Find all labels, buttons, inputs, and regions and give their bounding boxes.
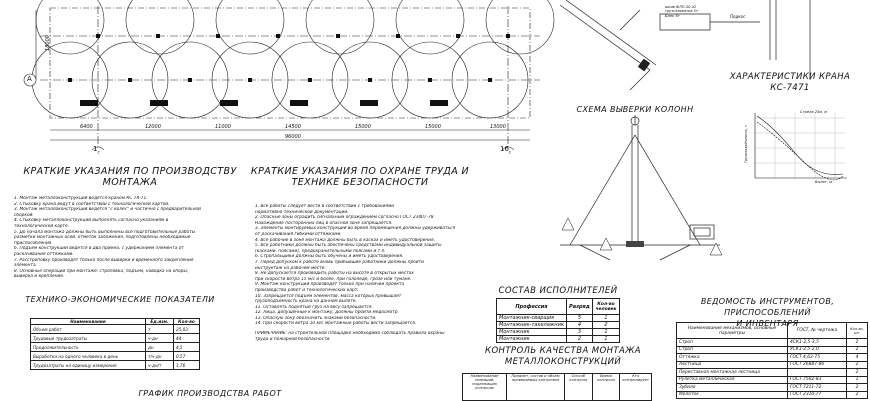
crane-chart-ylabel: Грузоподъёмность, т [743,125,748,163]
tools-cell: 4СК1-2,5-3,5 [788,339,847,347]
tep-row [31,325,200,334]
tools-row [677,346,868,354]
safety-line: Нахождение посторонних лиц в опасной зоне запрещается. [255,220,393,226]
plan-dim-3: 14500 [285,124,301,130]
tools-cell: 2 [847,346,868,354]
tools-table [676,322,868,399]
plan-dim-2: 11000 [215,124,231,130]
safety-text [255,204,491,342]
axis-16-label [500,145,511,154]
boom-callout [665,5,698,18]
production-line: элемента. [14,263,37,269]
production-line: 4. Стыковку металлоконструкций выполнять согласно указаниям в [14,218,169,224]
staff-row [497,315,620,322]
tools-cell: Лестница [677,361,788,369]
staff-header-row [497,299,620,315]
crane-chart [745,108,855,188]
safety-line: 11. Оставлять поднятый груз на весу запрещается. [255,304,373,310]
staff-row [497,336,620,343]
safety-line: 1. Все работы следует вести в соответствии с требованиями [255,204,394,209]
plan-dim-1: 12000 [145,124,161,130]
production-line: разметки монтажных осей, отметок заложения, подготовлены необходимые [14,235,191,241]
production-title [10,166,250,188]
quality-title-line1: КОНТРОЛЬ КАЧЕСТВА МОНТАЖА [485,346,641,356]
quality-table [462,373,652,401]
tools-cell: Переставная монтажная лестница [677,369,788,377]
tep-cell: ч-дн [146,334,174,343]
tools-row [677,354,868,362]
tools-row [677,339,868,347]
staff-header-cell: Кол-во человек [593,299,620,315]
staff-cell: 5 [566,315,592,322]
quality-header-row [463,374,652,401]
staff-cell: 1 [593,336,620,343]
production-line: сборкой. [14,212,34,218]
tep-cell: Трудовые трудозатраты [31,334,146,343]
tep-header-cell: Ед.изм. [146,319,174,325]
production-line: выверка и крепление. [14,274,65,280]
safety-line: при скорости ветра 15 м/с и более, при гололёде, грозе или тумане. [255,276,412,282]
tools-cell: 2 [847,339,868,347]
production-text [14,196,244,280]
plan-total-dim: 96000 [285,134,301,140]
tep-title: ТЕХНИКО-ЭКОНОМИЧЕСКИЕ ПОКАЗАТЕЛИ [25,295,215,304]
staff-cell: 2 [566,336,592,343]
tools-row [677,361,868,369]
safety-footnote-line: труда и пожарной безопасности. [255,336,331,342]
tep-row [31,361,200,370]
tools-cell: ГОСТ 7502-83 [788,376,847,384]
tools-cell: Строп [677,339,788,347]
crane-plan-drawing [0,0,560,155]
staff-cell: 3 [566,329,592,336]
tools-header-row [677,323,868,339]
tools-cell: Оттяжка [677,354,788,362]
safety-footnote-line: ПРИМЕЧАНИЕ: на строительной площадке необходимо соблюдать правила охраны [255,331,445,337]
tep-cell: Трудозатраты на единицу измерения [31,361,146,370]
safety-line: инструктаж на рабочем месте. [255,265,326,271]
tools-cell: Молоток [677,391,788,399]
column-scheme-svg [550,115,740,265]
tools-row [677,384,868,392]
tep-cell: Выработка на одного человека в день [31,352,146,361]
tep-row [31,334,200,343]
tools-title-line1: ВЕДОМОСТЬ ИНСТРУМЕНТОВ, ПРИСПОСОБЛЕНИЙ [700,297,835,317]
staff-table [496,298,620,343]
column-scheme-title: СХЕМА ВЫВЕРКИ КОЛОНН [576,105,694,114]
tools-cell: 1 [847,376,868,384]
safety-line: от раскачивания гибкими оттяжками. [255,231,342,237]
safety-line: 10. Запрещается подъём элементов, масса которых превышает [255,293,402,299]
production-line: 6. Подъем конструкций ведется в два приёма, с удержанием элемента от [14,246,184,252]
crane-title-line: ХАРАКТЕРИСТИКИ КРАНА [729,72,851,82]
tools-cell: Зубило [677,384,788,392]
tools-cell [788,369,847,377]
safety-line: 6. Стропальщики должны быть обучены и иметь удостоверения. [255,254,404,260]
production-line: 7. Расстроповку производят только после выверки и временного закрепления [14,257,194,263]
tep-cell: Объем работ [31,325,146,334]
safety-line: 14. При скорости ветра 10 м/с монтажные работы вести запрещается. [255,321,417,327]
staff-title: СОСТАВ ИСПОЛНИТЕЛЕЙ [498,286,618,296]
staff-header-cell: Разряд [566,299,592,315]
column-scheme-drawing [550,115,740,265]
safety-line: нормативно-технической документации. [255,209,349,215]
tools-header-cell: ГОСТ, № чертежа [788,323,847,339]
quality-header-cell: Наименование операций, подлежащих контролю [463,374,507,401]
axis-1-label [93,145,100,154]
axis-1-sub: с [97,149,100,155]
production-line: 1. Монтаж металлоконструкций ведется краном КС 74-71. [14,196,148,201]
production-line: технологической карте. [14,223,69,229]
tep-cell: ч-дн/т [146,361,174,370]
production-line: 5. До начала монтажа должны быть выполнены все подготовительные работы [14,229,196,235]
tools-cell: ГОСТ 2310-77 [788,391,847,399]
plan-dim-5: 15000 [425,124,441,130]
tools-cell: ГОСТ 26887-86 [788,361,847,369]
tools-cell: 2 [847,391,868,399]
tep-cell: 44 [173,334,199,343]
safety-line: 8. Не допускается производить работы на высоте в открытых местах [255,271,414,277]
production-title-line2: МОНТАЖА [102,177,158,188]
tep-cell: 1,76 [173,361,199,370]
production-line: 8. Основные операции при монтаже: строповка, подъем, наводка на опоры, [14,268,189,274]
staff-cell: Монтажник-такелажник [497,322,567,329]
tools-row [677,376,868,384]
quality-header-cell: Время контроля [592,374,620,401]
tools-title-line2: И ИНВЕНТАРЯ [736,319,799,328]
safety-title-line1: КРАТКИЕ УКАЗАНИЯ ПО ОХРАНЕ ТРУДА И [250,166,470,177]
plan-dim-0: 6400 [80,124,93,130]
axis-16-num: 16 [500,145,509,153]
crane-title [715,72,865,94]
staff-cell: 2 [593,322,620,329]
tep-cell: т/ч-дн [146,352,174,361]
plan-left-dim: 18000 [44,35,51,51]
tep-cell: т [146,325,174,334]
safety-line: грузоподъёмность крана на данном вылете. [255,299,357,305]
production-line: приспособления. [14,240,53,246]
quality-header-cell: Кто контролирует [620,374,652,401]
production-title-line1: КРАТКИЕ УКАЗАНИЯ ПО ПРОИЗВОДСТВУ [23,166,237,177]
axis-16-sub: с [508,149,512,155]
staff-cell: Монтажник [497,329,567,336]
safety-line: 4. Все рабочие в зоне монтажа должны быть в касках и иметь удостоверения. [255,237,435,243]
tools-row [677,391,868,399]
crane-chart-legend: Стрела 25м, м [800,110,828,114]
tep-row [31,352,200,361]
tools-cell: 2 [847,369,868,377]
safety-line: 3. Элементы монтируемых конструкций во время перемещения должны удерживаться [255,226,455,232]
tep-header-cell: Наименование [31,319,146,325]
crane-chart-xlabel: Вылет, м [815,180,832,184]
boom-callout-line: Бинк 6т [665,13,680,18]
tep-table [30,318,200,370]
axis-1-num: 1 [93,145,98,153]
crane-chart-svg [745,108,855,188]
axis-a-label: A [27,75,32,83]
tools-row [677,369,868,377]
plan-dim-6: 13000 [490,124,506,130]
tools-cell: 2 [847,384,868,392]
safety-line: 13. Опасную зону обозначить знаками безопасности. [255,315,377,321]
tools-header-cell: Наименование механизмов, основные параметры [677,323,788,339]
safety-line: 7. Перед допуском к работе вновь прибывшие работники должны пройти [255,259,424,265]
tep-cell: дн [146,343,174,352]
tep-cell: 4,5 [173,343,199,352]
boom-callout-line: грузозахватка 5т [665,9,698,14]
staff-cell: 1 [593,329,620,336]
tools-header-cell: Кол-во, шт [847,323,868,339]
safety-line: 2. Опасные зоны оградить сигнальным ограждением согласно ГОСТ 23407-78. [255,215,435,221]
plan-dim-4: 15000 [355,124,371,130]
production-line: раскачивания оттяжками. [14,251,74,257]
quality-header-cell: Предмет, состав и объем проверяемых контролем [507,374,565,401]
safety-line: 5. Все работники должны быть обеспечены средствами индивидуальной защиты [255,243,442,249]
tep-row [31,343,200,352]
tools-cell: 4 [847,354,868,362]
tep-header-cell: Кол-во [173,319,199,325]
staff-cell: Монтажник [497,336,567,343]
safety-line: 12. Лица, допущенные к монтажу, должны пройти медосмотр. [255,310,399,316]
schedule-title: ГРАФИК ПРОИЗВОДСТВА РАБОТ [138,389,282,398]
staff-row [497,329,620,336]
tep-cell: Продолжительность [31,343,146,352]
tep-cell: 25,03 [173,325,199,334]
production-line: 2. Стыковку крана ведут в соответствии с технологической картой. [14,201,170,207]
tools-cell: УСК1-2,5-2,0 [788,346,847,354]
tools-cell: Строп [677,346,788,354]
podkos-label: Подкос [730,14,746,19]
safety-line: 9. Монтаж конструкций производят только при наличии проекта [255,282,405,288]
staff-header-cell: Профессия [497,299,567,315]
staff-cell: Монтажник-сварщик [497,315,567,322]
staff-row [497,322,620,329]
quality-header-cell: Способ контроля [564,374,592,401]
tools-cell: 2 [847,361,868,369]
quality-title-line2: МЕТАЛЛОКОНСТРУКЦИЙ [504,357,622,367]
tools-cell: Рулетка металлическая [677,376,788,384]
safety-line: производства работ и технологических карт. [255,287,359,293]
crane-model: КС-7471 [770,83,810,93]
safety-title [240,166,480,188]
staff-cell: 4 [566,322,592,329]
staff-cell: 1 [593,315,620,322]
safety-line: (касками, поясами), предохранительными поясами и т.п. [255,248,386,254]
safety-title-line2: ТЕХНИКЕ БЕЗОПАСНОСТИ [291,177,429,188]
quality-title [468,346,658,368]
tools-cell: ГОСТ 7211-72 [788,384,847,392]
tools-cell: ГОСТ 4,63-75 [788,354,847,362]
production-line: 3. Монтаж металлоконструкций ведется "с колес" и частично с предварительной [14,207,201,213]
boom-callout-line: шкив ФЛП-50-02 [665,5,697,9]
tep-cell: 0,57 [173,352,199,361]
